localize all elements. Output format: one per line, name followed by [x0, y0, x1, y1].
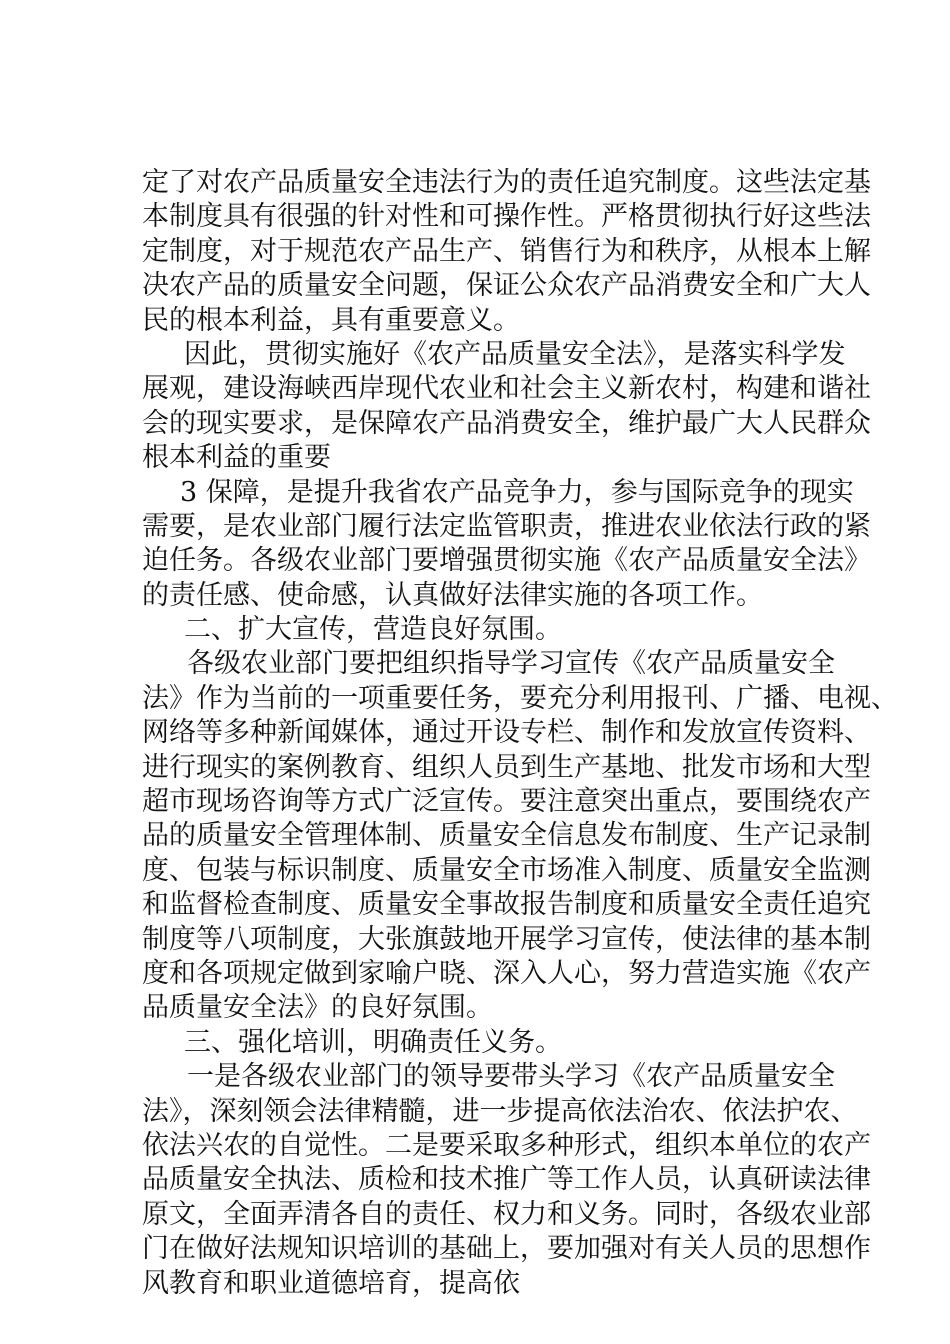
text-line: 决农产品的质量安全问题，保证公众农产品消费安全和广大人 — [142, 270, 871, 302]
text-line: 度和各项规定做到家喻户晓、深入人心，努力营造实施《农产 — [142, 957, 871, 989]
text-line: 度、包装与标识制度、质量安全市场准入制度、质量安全监测 — [142, 854, 871, 886]
text-line: 品质量安全执法、质检和技术推广等工作人员，认真研读法律 — [142, 1164, 871, 1196]
section-heading: 二、扩大宣传，营造良好氛围。 — [184, 614, 562, 646]
text-line: 超市现场咨询等方式广泛宣传。要注意突出重点，要围绕农产 — [142, 786, 871, 818]
text-line: 迫任务。各级农业部门要增强贯彻实施《农产品质量安全法》 — [142, 545, 871, 577]
text-line: 法》，深刻领会法律精髓，进一步提高依法治农、依法护农、 — [142, 1095, 858, 1127]
text-line: 民的根本利益，具有重要意义。 — [142, 304, 520, 336]
body-text — [142, 166, 898, 1301]
text-line: 的责任感、使命感，认真做好法律实施的各项工作。 — [142, 579, 763, 611]
text-line: 定了对农产品质量安全违法行为的责任追究制度。这些法定基 — [142, 167, 871, 198]
text-line: 需要，是农业部门履行法定监管职责，推进农业依法行政的紧 — [142, 510, 871, 542]
section-heading: 三、强化培训，明确责任义务。 — [184, 1026, 562, 1058]
text-line: 网络等多种新闻媒体，通过开设专栏、制作和发放宣传资料、 — [142, 717, 871, 749]
text-line: 进行现实的案例教育、组织人员到生产基地、批发市场和大型 — [142, 751, 871, 783]
paragraph-start: 因此，贯彻实施好《农产品质量安全法》，是落实科学发 — [184, 338, 846, 370]
text-line: 定制度，对于规范农产品生产、销售行为和秩序，从根本上解 — [142, 235, 871, 267]
paragraph-start: 一是各级农业部门的领导要带头学习《农产品质量安全 — [187, 1061, 835, 1093]
text-line: 风教育和职业道德培育，提高依 — [142, 1267, 520, 1299]
text-line: 和监督检查制度、质量安全事故报告制度和质量安全责任追究 — [142, 889, 871, 921]
paragraph-start: 3 保障，是提升我省农产品竞争力，参与国际竞争的现实 — [180, 476, 854, 508]
text-line: 根本利益的重要 — [142, 442, 331, 474]
text-line: 品质量安全法》的良好氛围。 — [142, 992, 493, 1024]
text-line: 门在做好法规知识培训的基础上，要加强对有关人员的思想作 — [142, 1233, 871, 1265]
text-line: 本制度具有很强的针对性和可操作性。严格贯彻执行好这些法 — [142, 201, 871, 233]
text-line: 法》作为当前的一项重要任务，要充分利用报刊、广播、电视、 — [142, 682, 898, 714]
paragraph-start: 各级农业部门要把组织指导学习宣传《农产品质量安全 — [187, 648, 835, 680]
text-line: 品的质量安全管理体制、质量安全信息发布制度、生产记录制 — [142, 820, 871, 852]
text-line: 制度等八项制度，大张旗鼓地开展学习宣传，使法律的基本制 — [142, 923, 871, 955]
text-line: 会的现实要求，是保障农产品消费安全，维护最广大人民群众 — [142, 407, 871, 439]
text-line: 展观，建设海峡西岸现代农业和社会主义新农村，构建和谐社 — [142, 373, 871, 405]
text-line: 依法兴农的自觉性。二是要采取多种形式，组织本单位的农产 — [142, 1129, 871, 1161]
text-line: 原文，全面弄清各自的责任、权力和义务。同时，各级农业部 — [142, 1198, 871, 1230]
